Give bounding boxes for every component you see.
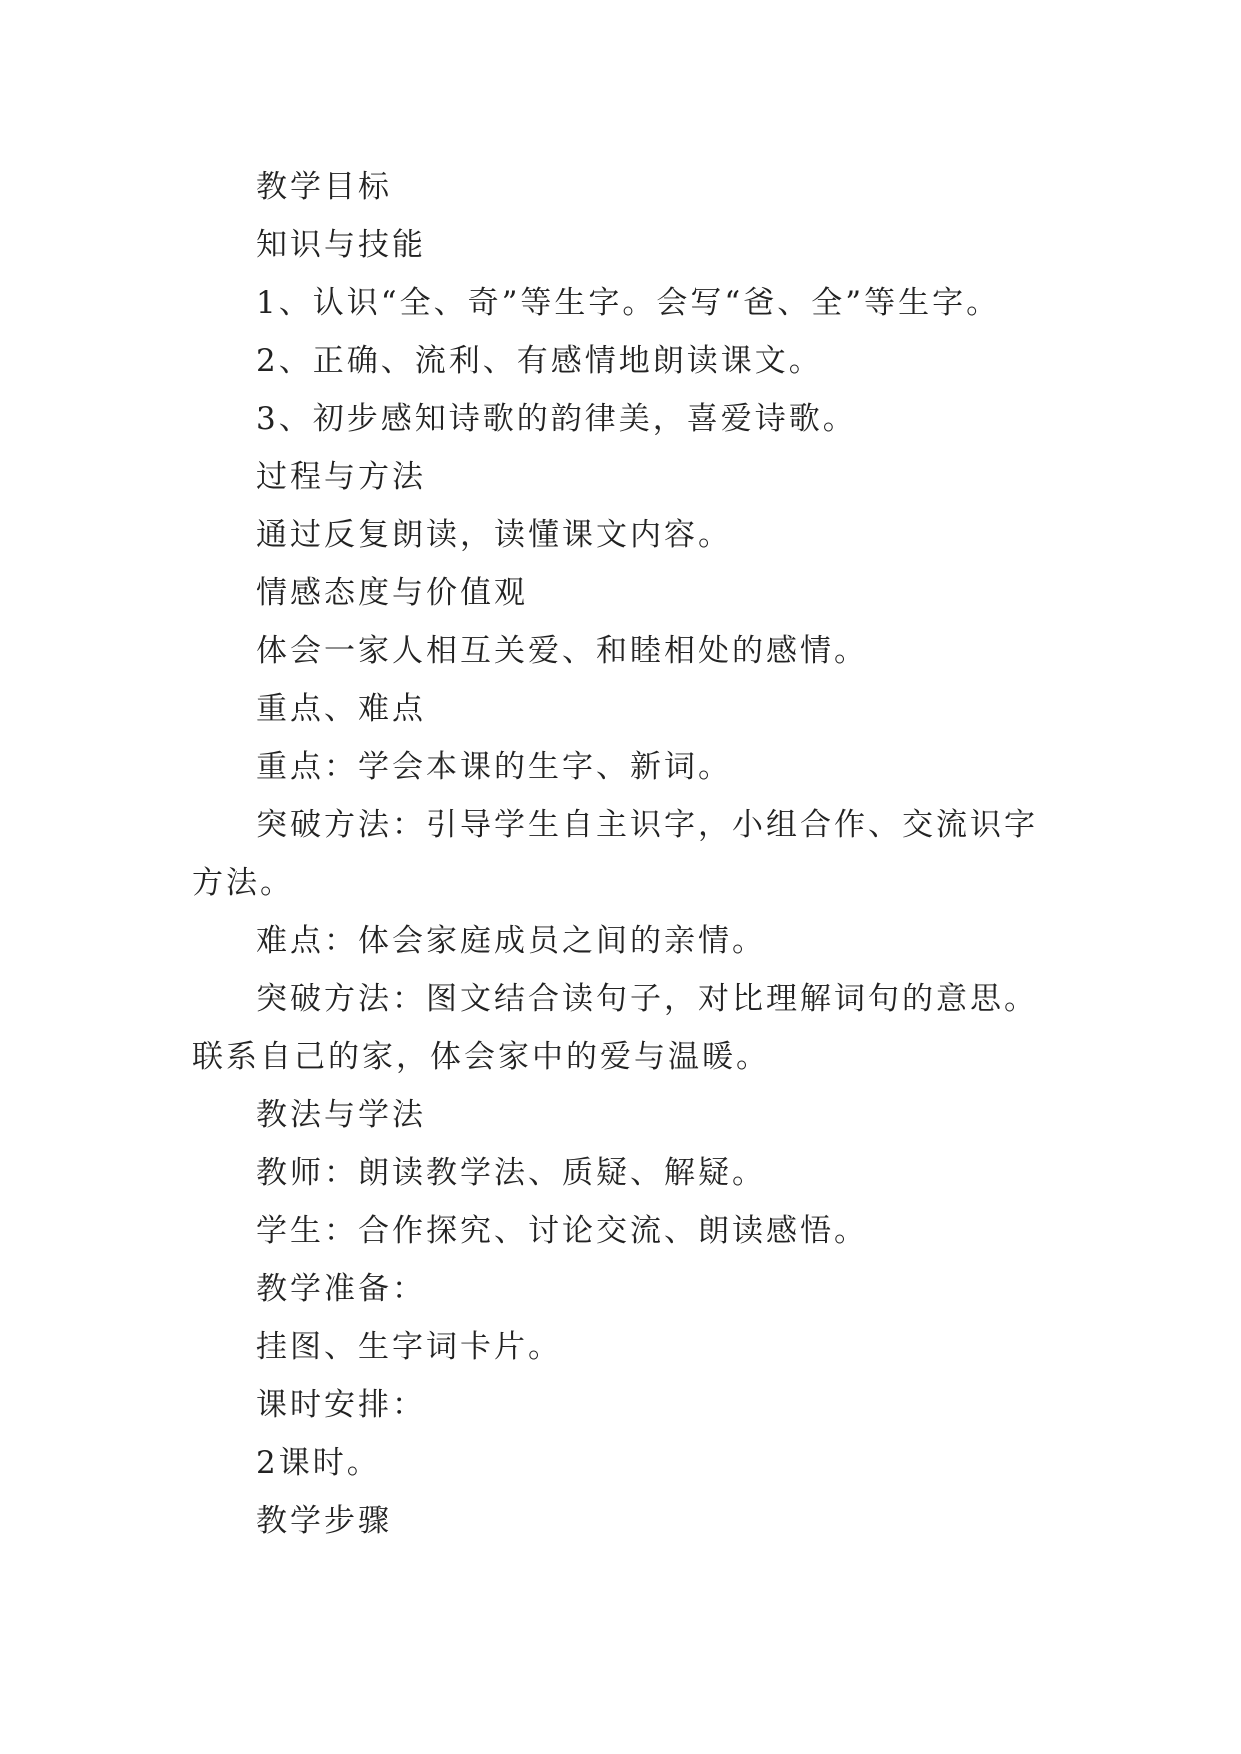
subheading-emotion-values: 情感态度与价值观 bbox=[256, 575, 528, 611]
document-body bbox=[192, 158, 1048, 1550]
heading-teaching-learning-methods: 教法与学法 bbox=[256, 1097, 426, 1133]
key-point-method: 突破方法：引导学生自主识字，小组合作、交流识字方法。 bbox=[192, 807, 1038, 901]
schedule-text: 2课时。 bbox=[256, 1445, 381, 1481]
difficult-point-text: 难点：体会家庭成员之间的亲情。 bbox=[256, 923, 766, 959]
heading-teaching-goals: 教学目标 bbox=[256, 169, 392, 205]
key-point-text: 重点：学会本课的生字、新词。 bbox=[256, 749, 732, 785]
goal-item-2: 2、正确、流利、有感情地朗读课文。 bbox=[256, 343, 823, 379]
heading-teaching-preparation: 教学准备： bbox=[256, 1271, 426, 1307]
student-methods: 学生：合作探究、讨论交流、朗读感悟。 bbox=[256, 1213, 868, 1249]
teacher-methods: 教师：朗读教学法、质疑、解疑。 bbox=[256, 1155, 766, 1191]
heading-teaching-steps: 教学步骤 bbox=[256, 1503, 392, 1539]
subheading-knowledge-skills: 知识与技能 bbox=[256, 227, 426, 263]
goal-item-3: 3、初步感知诗歌的韵律美，喜爱诗歌。 bbox=[256, 401, 857, 437]
emotion-values-text: 体会一家人相互关爱、和睦相处的感情。 bbox=[256, 633, 868, 669]
goal-item-1: 1、认识“全、奇”等生字。会写“爸、全”等生字。 bbox=[256, 285, 1001, 321]
heading-key-difficult-points: 重点、难点 bbox=[256, 691, 426, 727]
difficult-point-method: 突破方法：图文结合读句子，对比理解词句的意思。联系自己的家，体会家中的爱与温暖。 bbox=[192, 981, 1038, 1075]
process-method-text: 通过反复朗读，读懂课文内容。 bbox=[256, 517, 732, 553]
subheading-process-method: 过程与方法 bbox=[256, 459, 426, 495]
heading-class-schedule: 课时安排： bbox=[256, 1387, 426, 1423]
preparation-text: 挂图、生字词卡片。 bbox=[256, 1329, 562, 1365]
